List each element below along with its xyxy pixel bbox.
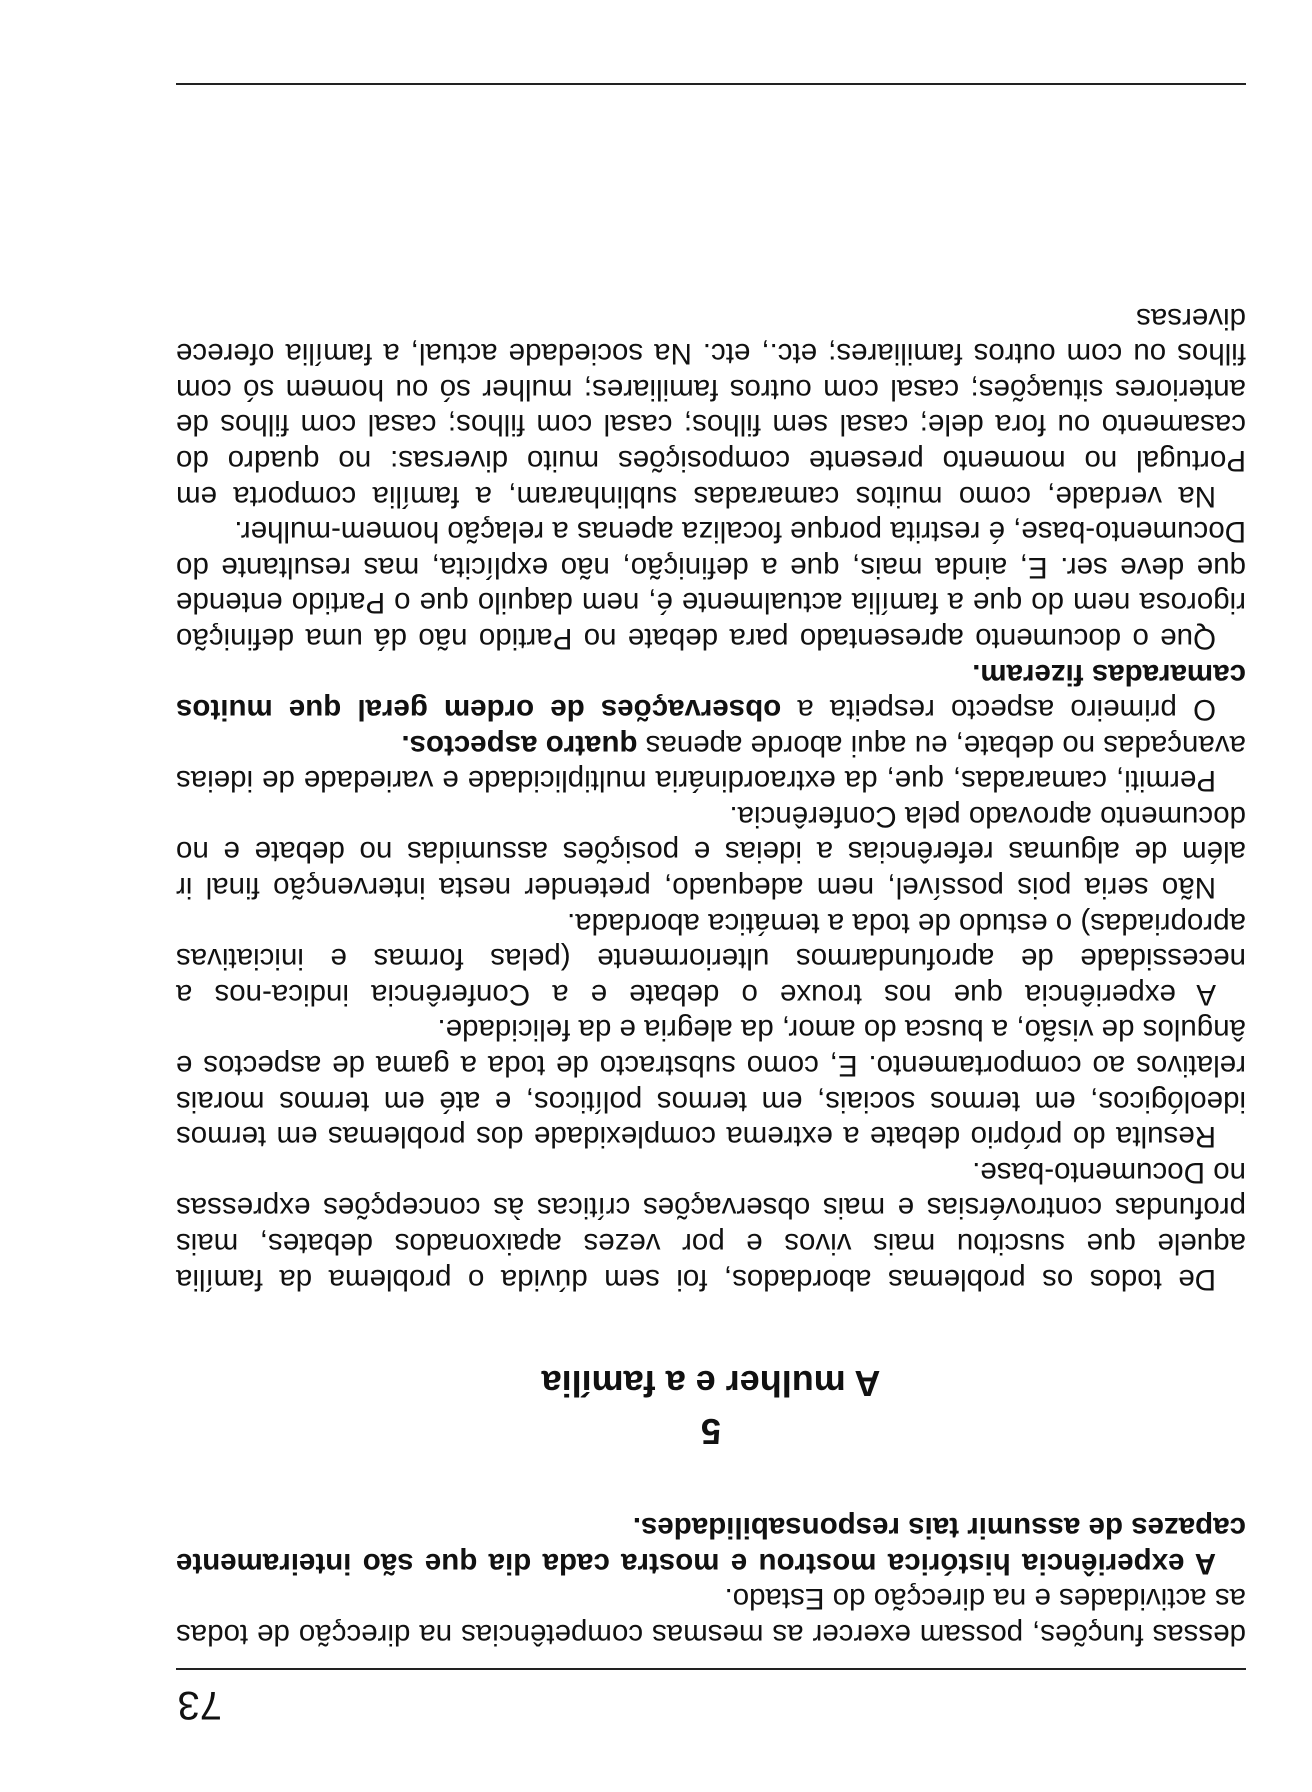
paragraph-1: De todos os problemas abordados, foi sem dúvida o problema da família aquele que suscitou mais vivos e por vezes apaixonados debates, mais profundas controvérsias e mais observações críticas às concepções expressas no Documento-base. [176, 1155, 1246, 1296]
intro-bold-paragraph: A experiência histórica mostrou e mostra cada dia que são inteiramente capazes de assumir tais responsabilidades. [176, 1511, 1246, 1580]
paragraph-4: Não seria pois possível, nem adequado, pretender nesta intervenção final ir além de algumas referências a ideias e posições assumidas no debate e no documento aprovado pela Conferência. [176, 799, 1246, 905]
paragraph-5-text: Permiti, camaradas, que, da extraordinária multiplicidade e variedade de ideias avançadas no debate, eu aqui aborde apenas [176, 728, 1246, 798]
page-body [176, 300, 1246, 1652]
chapter-heading [176, 1359, 1246, 1455]
paragraph-6-text: O primeiro aspecto respeita a [781, 693, 1216, 727]
chapter-title: A mulher e a família [541, 1362, 881, 1404]
chapter-number: 5 [700, 1410, 722, 1452]
paragraph-6-bold: observações de ordem geral que muitos camaradas fizeram. [176, 657, 1246, 727]
paragraph-3: A experiência que nos trouxe o debate e a Conferência indica-nos a necessidade de aprofundarmos ulteriormente (pelas formas e iniciativas apropriadas) o estudo de toda a temática abordada. [176, 906, 1246, 1011]
paragraph-2: Resulta do próprio debate a extrema complexidade dos problemas em termos ideológicos, em termos sociais, em termos políticos, e até em termos morais relativos ao comportamento. E, como substracto de toda a gama de aspectos e ângulos de visão, a busca do amor, da alegria e da felicidade. [176, 1013, 1246, 1154]
paragraph-8: Na verdade, como muitos camaradas sublinharam, a família comporta em Portugal no momento presente composições muito diversas: no quadro do casamento ou fora dele; casal sem filhos; casal com filhos; casal com filhos de anteriores situações; casal com outros familiares; mulher só ou homem só com filhos ou com outros familiares; etc., etc. Na sociedade actual, a família oferece diversas [176, 301, 1246, 513]
header-rule [176, 1668, 1246, 1670]
page-number: 73 [177, 1683, 222, 1727]
paragraph-7: Que o documento apresentado para debate no Partido não dá uma definição rigorosa nem do que a família actualmente é, nem daquilo que o Partido entende que deve ser. E, ainda mais, que a definição, não explícita, mas resultante do Documento-base, é restrita porque focaliza apenas a relação homem-mulher. [176, 515, 1246, 655]
paragraph-6 [176, 656, 1246, 727]
footer-rule [176, 83, 1246, 85]
paragraph-5-bold: quatro aspectos. [401, 728, 638, 762]
intro-paragraph: dessas funções, possam exercer as mesmas competências na direcção de todas as actividades e na direcção do Estado. [176, 1582, 1246, 1651]
paragraph-5 [176, 727, 1246, 798]
